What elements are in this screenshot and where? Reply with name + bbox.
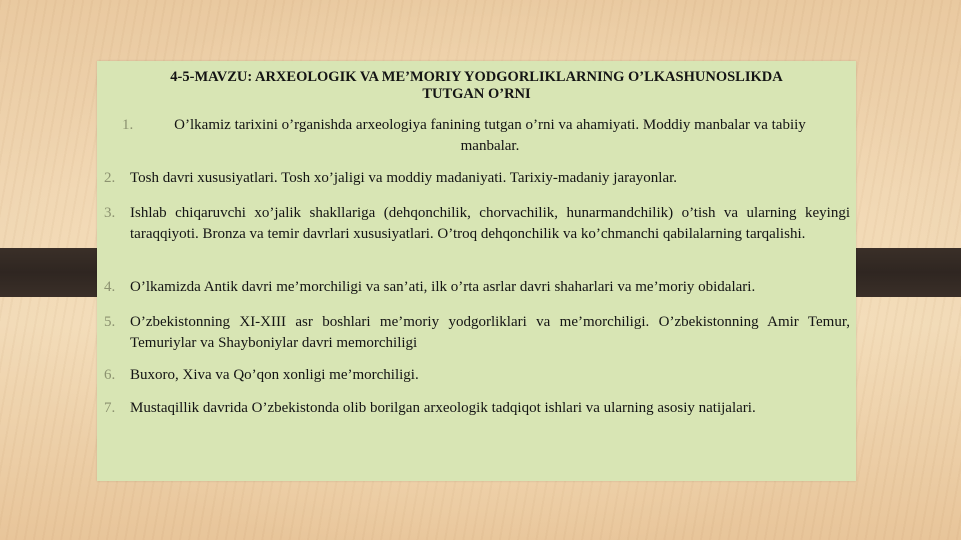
slide-content-card <box>97 61 856 481</box>
list-item-number: 4. <box>104 279 116 295</box>
list-item-number: 7. <box>104 400 116 416</box>
list-item-text: Ishlab chiqaruvchi xo’jalik shakllariga (dehqonchilik, chorvachilik, hunarmandchilik) o’tish va ularning keyingi taraqqiyoti. Bronza va temir davrlari xususiyatlari. O’troq dehqonchilik va ko’chmanchi qabilalarning tarqalishi. <box>130 205 850 242</box>
list-item-7 <box>104 398 850 419</box>
list-item-number: 5. <box>104 314 116 330</box>
list-item-5 <box>104 312 850 354</box>
slide-title-line-2: TUTGAN O’RNI <box>422 86 531 102</box>
list-item-text: O’lkamizda Antik davri me’morchiligi va san’ati, ilk o’rta asrlar davri shaharlari va me’moriy obidalari. <box>130 279 756 295</box>
list-item-1 <box>122 115 832 157</box>
list-item-text: Buxoro, Xiva va Qo’qon xonligi me’morchiligi. <box>130 367 419 383</box>
list-item-text: O’zbekistonning XI-XIII asr boshlari me’moriy yodgorliklari va me’morchiligi. O’zbekistonning Amir Temur, Temuriylar va Shayboniylar davri memorchiligi <box>130 314 850 351</box>
slide-title <box>107 69 846 103</box>
slide-title-line-1: 4-5-MAVZU: ARXEOLOGIK VA ME’MORIY YODGORLIKLARNING O’LKASHUNOSLIKDA <box>170 69 783 85</box>
list-item-text: O’lkamiz tarixini o’rganishda arxeologiya fanining tutgan o’rni va ahamiyati. Moddiy manbalar va tabiiy manbalar. <box>174 117 806 154</box>
list-item-number: 6. <box>104 367 116 383</box>
list-item-number: 1. <box>122 117 134 133</box>
list-item-number: 2. <box>104 170 116 186</box>
list-item-text: Tosh davri xususiyatlari. Tosh xo’jaligi va moddiy madaniyati. Tarixiy-madaniy jarayonlar. <box>130 170 678 186</box>
list-item-3 <box>104 203 850 245</box>
list-item-2 <box>104 168 850 189</box>
list-item-number: 3. <box>104 205 116 221</box>
list-item-text: Mustaqillik davrida O’zbekistonda olib borilgan arxeologik tadqiqot ishlari va ularning asosiy natijalari. <box>130 400 756 416</box>
list-item-4 <box>104 277 850 298</box>
list-item-6 <box>104 365 850 386</box>
